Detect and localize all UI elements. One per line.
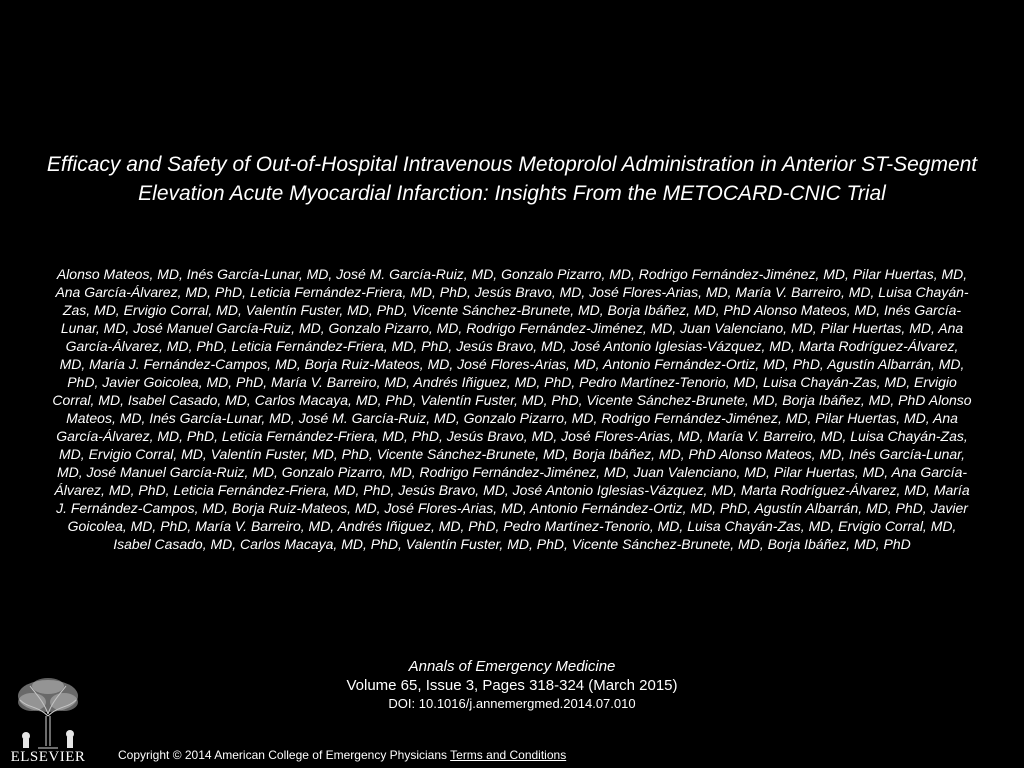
- article-title: Efficacy and Safety of Out-of-Hospital Intravenous Metoprolol Administration in Anterior ST-Segment Elevation Acute Myocardial Infarction: Insights From the METOCARD-CNIC Trial: [46, 153, 978, 205]
- journal-name: Annals of Emergency Medicine: [408, 658, 616, 675]
- elsevier-tree-icon: [8, 676, 88, 750]
- doi-text: DOI: 10.1016/j.annemergmed.2014.07.010: [388, 696, 636, 711]
- elsevier-logo: [8, 676, 88, 766]
- elsevier-wordmark: ELSEVIER: [10, 749, 86, 765]
- citation-block: [262, 657, 762, 712]
- terms-and-conditions-link[interactable]: Terms and Conditions: [450, 748, 567, 762]
- copyright-text: Copyright © 2014 American College of Emergency Physicians: [118, 748, 448, 762]
- author-list: Alonso Mateos, MD, Inés García-Lunar, MD, José M. García-Ruiz, MD, Gonzalo Pizarro, MD, Rodrigo Fernández-Jiménez, MD, Pilar Huertas, MD, Ana García-Álvarez, MD, PhD, Leticia Fernández-Friera, MD, PhD, Jesús Bravo, MD, José Flores-Arias, MD, María V. Barreiro, MD, Luisa Chayán-Zas, MD, Ervigio Corral, MD, Valentín Fuster, MD, PhD, Vicente Sánchez-Brunete, MD, Borja Ibáñez, MD, PhD Alonso Mateos, MD, Inés García-Lunar, MD, José Manuel García-Ruiz, MD, Gonzalo Pizarro, MD, Rodrigo Fernández-Jiménez, MD, Juan Valenciano, MD, Pilar Huertas, MD, Ana García-Álvarez, MD, PhD, Leticia Fernández-Friera, MD, PhD, Jesús Bravo, MD, José Antonio Iglesias-Vázquez, MD, Marta Rodríguez-Álvarez, MD, María J. Fernández-Campos, MD, Borja Ruiz-Mateos, MD, José Flores-Arias, MD, Antonio Fernández-Ortiz, MD, PhD, Agustín Albarrán, MD, PhD, Javier Goicolea, MD, PhD, María V. Barreiro, MD, Andrés Iñiguez, MD, PhD, Pedro Martínez-Tenorio, MD, Luisa Chayán-Zas, MD, Ervigio Corral, MD, Isabel Casado, MD, Carlos Macaya, MD, PhD, Valentín Fuster, MD, PhD, Vicente Sánchez-Brunete, MD, Borja Ibáñez, MD, PhD Alonso Mateos, MD, Inés García-Lunar, MD, José M. García-Ruiz, MD, Gonzalo Pizarro, MD, Rodrigo Fernández-Jiménez, MD, Pilar Huertas, MD, Ana García-Álvarez, MD, PhD, Leticia Fernández-Friera, MD, PhD, Jesús Bravo, MD, José Flores-Arias, MD, María V. Barreiro, MD, Luisa Chayán-Zas, MD, Ervigio Corral, MD, Valentín Fuster, MD, PhD, Vicente Sánchez-Brunete, MD, Borja Ibáñez, MD, PhD Alonso Mateos, MD, Inés García-Lunar, MD, José Manuel García-Ruiz, MD, Gonzalo Pizarro, MD, Rodrigo Fernández-Jiménez, MD, Juan Valenciano, MD, Pilar Huertas, MD, Ana García-Álvarez, MD, PhD, Leticia Fernández-Friera, MD, PhD, Jesús Bravo, MD, José Antonio Iglesias-Vázquez, MD, Marta Rodríguez-Álvarez, MD, María J. Fernández-Campos, MD, Borja Ruiz-Mateos, MD, José Flores-Arias, MD, Antonio Fernández-Ortiz, MD, PhD, Agustín Albarrán, MD, PhD, Javier Goicolea, MD, PhD, María V. Barreiro, MD, Andrés Iñiguez, MD, PhD, Pedro Martínez-Tenorio, MD, Luisa Chayán-Zas, MD, Ervigio Corral, MD, Isabel Casado, MD, Carlos Macaya, MD, PhD, Valentín Fuster, MD, PhD, Vicente Sánchez-Brunete, MD, Borja Ibáñez, MD, PhD: [52, 266, 972, 552]
- volume-info: Volume 65, Issue 3, Pages 318-324 (March 2015): [346, 677, 678, 694]
- footer: [118, 748, 566, 762]
